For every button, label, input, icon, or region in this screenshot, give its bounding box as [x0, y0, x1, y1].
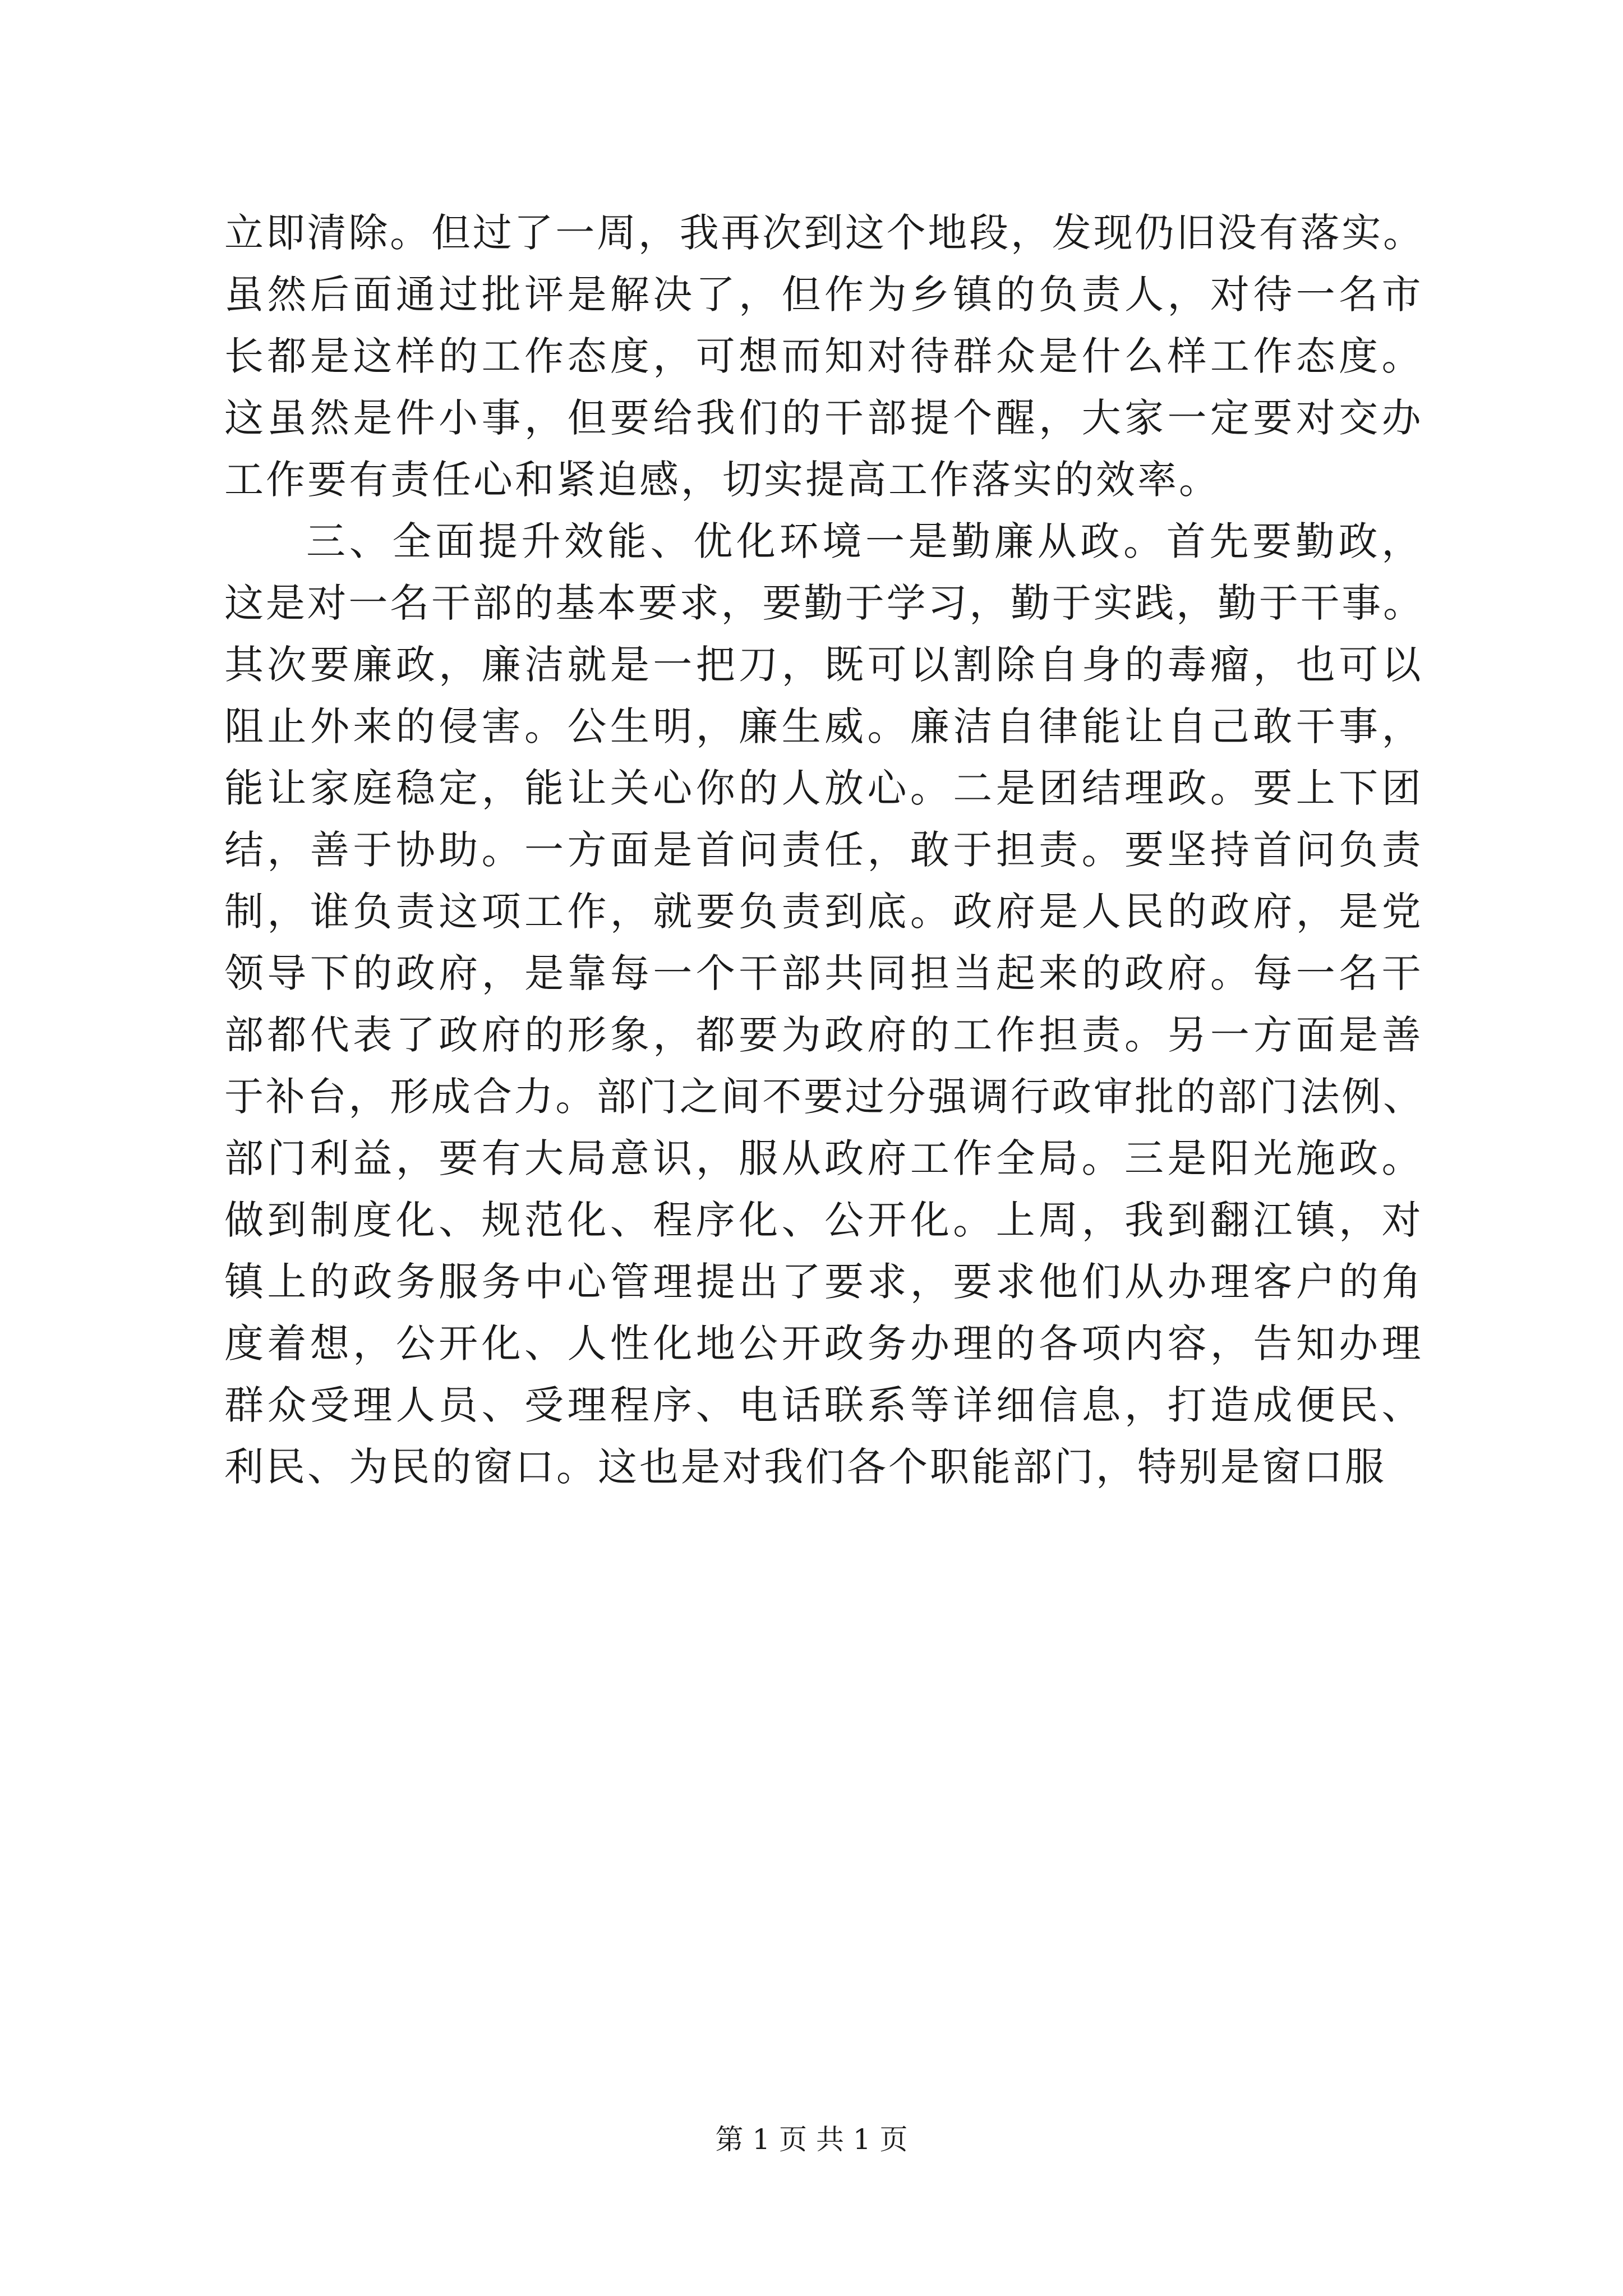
text-line: 于补台，形成合力。部门之间不要过分强调行政审批的部门法例、	[224, 1074, 1424, 1120]
text-line: 结，善于协助。一方面是首问责任，敢于担责。要坚持首问负责	[224, 827, 1424, 873]
text-line: 镇上的政务服务中心管理提出了要求，要求他们从办理客户的角	[224, 1259, 1424, 1305]
text-line: 虽然后面通过批评是解决了，但作为乡镇的负责人，对待一名市	[224, 272, 1424, 318]
text-line: 立即清除。但过了一周，我再次到这个地段，发现仍旧没有落实。	[224, 210, 1424, 256]
text-line: 部都代表了政府的形象，都要为政府的工作担责。另一方面是善	[224, 1012, 1424, 1058]
text-line: 这是对一名干部的基本要求，要勤于学习，勤于实践，勤于干事。	[224, 580, 1424, 626]
text-line: 三、全面提升效能、优化环境一是勤廉从政。首先要勤政，	[306, 518, 1424, 564]
text-line: 这虽然是件小事，但要给我们的干部提个醒，大家一定要对交办	[224, 395, 1424, 441]
text-line: 阻止外来的侵害。公生明，廉生威。廉洁自律能让自己敢干事，	[224, 703, 1424, 749]
paragraph	[224, 202, 1424, 510]
document-body	[224, 202, 1424, 1498]
text-line: 群众受理人员、受理程序、电话联系等详细信息，打造成便民、	[224, 1382, 1424, 1428]
text-line: 度着想，公开化、人性化地公开政务办理的各项内容，告知办理	[224, 1320, 1424, 1366]
text-line: 利民、为民的窗口。这也是对我们各个职能部门，特别是窗口服	[224, 1444, 1386, 1490]
page-footer: 第 1 页 共 1 页	[715, 2123, 908, 2156]
text-line: 领导下的政府，是靠每一个干部共同担当起来的政府。每一名干	[224, 950, 1424, 996]
text-line: 部门利益，要有大局意识，服从政府工作全局。三是阳光施政。	[224, 1135, 1424, 1181]
text-line: 长都是这样的工作态度，可想而知对待群众是什么样工作态度。	[224, 333, 1424, 379]
text-line: 做到制度化、规范化、程序化、公开化。上周，我到翻江镇，对	[224, 1197, 1424, 1243]
text-line: 制，谁负责这项工作，就要负责到底。政府是人民的政府，是党	[224, 889, 1424, 935]
text-line: 其次要廉政，廉洁就是一把刀，既可以割除自身的毒瘤，也可以	[224, 642, 1424, 688]
paragraph	[224, 510, 1424, 1498]
text-line: 能让家庭稳定，能让关心你的人放心。二是团结理政。要上下团	[224, 765, 1424, 811]
text-line: 工作要有责任心和紧迫感，切实提高工作落实的效率。	[224, 457, 1220, 503]
